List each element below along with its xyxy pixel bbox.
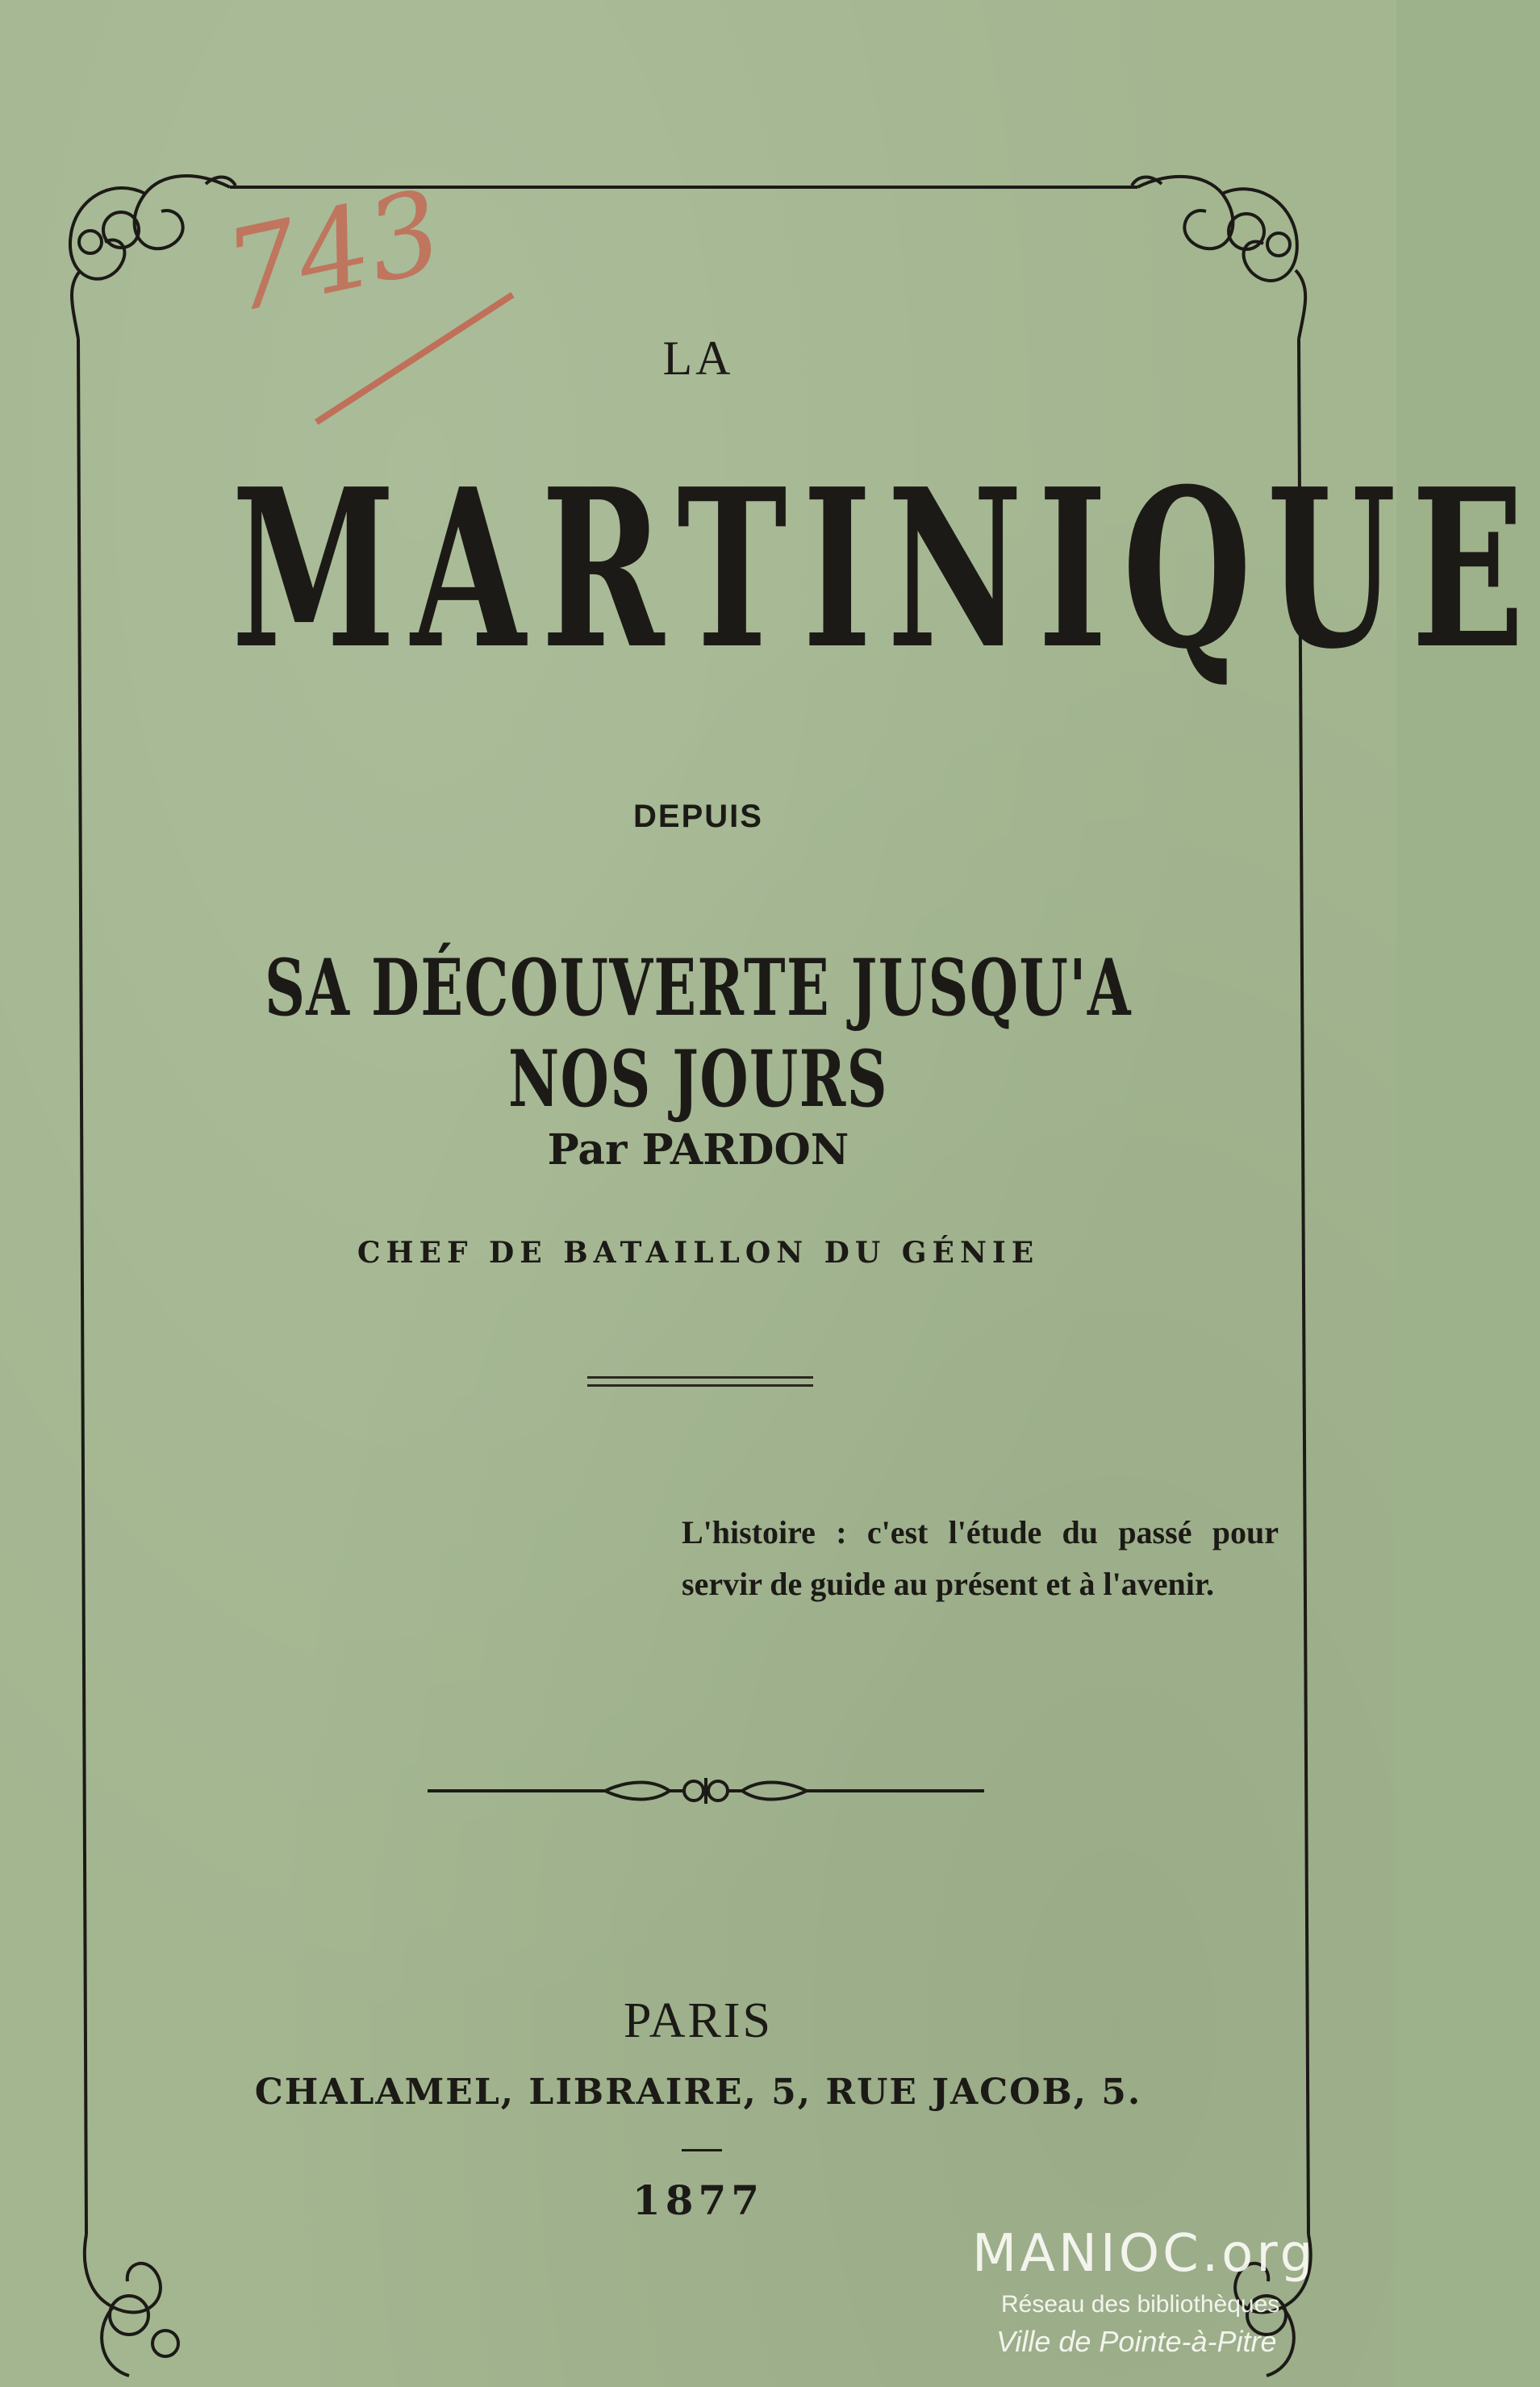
decorative-divider-ornament xyxy=(428,1768,984,1813)
author-role: CHEF DE BATAILLON DU GÉNIE xyxy=(357,1236,1040,1270)
watermark-city-line: Ville de Pointe-à-Pitre xyxy=(996,2325,1277,2358)
publication-city: PARIS xyxy=(623,1993,774,2048)
main-title: MARTINIQUE xyxy=(231,440,1540,697)
corner-flourish-top-right xyxy=(1132,177,1305,339)
publication-year: 1877 xyxy=(632,2176,765,2224)
double-rule-bottom xyxy=(587,1384,813,1387)
double-rule-top xyxy=(587,1376,813,1379)
corner-flourish-top-left xyxy=(70,176,236,339)
manioc-logo: MANIOC.org xyxy=(972,2224,1317,2284)
publisher-rule xyxy=(682,2149,722,2151)
manioc-watermark xyxy=(972,2224,1392,2359)
subtitle: SA DÉCOUVERTE JUSQU'A NOS JOURS xyxy=(265,942,1132,1125)
title-article: LA xyxy=(662,332,734,385)
library-shelf-mark-stamp: 743 xyxy=(215,165,453,340)
corner-flourish-bottom-left xyxy=(85,2235,178,2376)
watermark-network-line: Réseau des bibliothèques xyxy=(1001,2291,1280,2318)
epigraph: L'histoire : c'est l'étude du passé pour servir de guide au présent et à l'avenir. xyxy=(682,1514,1279,1602)
publisher-line: CHALAMEL, LIBRAIRE, 5, RUE JACOB, 5. xyxy=(254,2072,1142,2113)
title-connector: DEPUIS xyxy=(633,799,763,834)
author-line: Par PARDON xyxy=(547,1125,849,1175)
